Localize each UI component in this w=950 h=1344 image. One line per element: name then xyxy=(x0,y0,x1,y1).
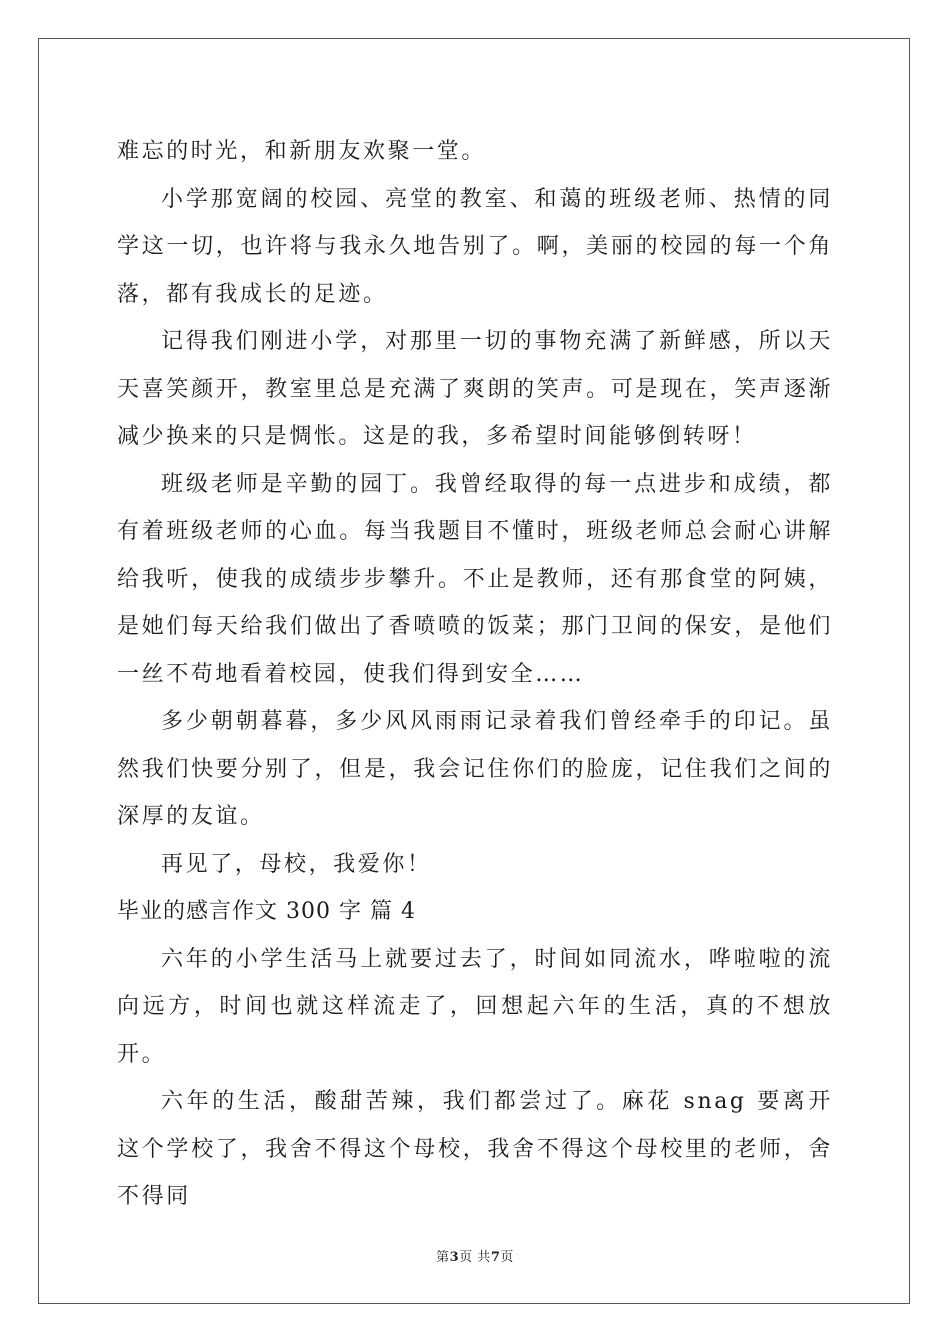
footer-current-page: 3 xyxy=(449,1250,460,1265)
document-body xyxy=(117,128,833,1221)
paragraph-1: 难忘的时光，和新朋友欢聚一堂。 xyxy=(117,139,487,164)
section-heading: 毕业的感言作文 300 字 篇 4 xyxy=(117,899,416,924)
paragraph-6: 再见了，母校，我爱你！ xyxy=(161,851,432,877)
footer-suffix: 页 xyxy=(500,1250,514,1265)
paragraph-8: 六年的生活，酸甜苦辣，我们都尝过了。麻花 snag 要离开这个学校了，我舍不得这个母校，我舍不得这个母校里的老师，舍不得同 xyxy=(117,1089,833,1209)
paragraph-3: 记得我们刚进小学，对那里一切的事物充满了新鲜感，所以天天喜笑颜开，教室里总是充满了爽朗的笑声。可是现在，笑声逐渐减少换来的只是惆怅。这是的我，多希望时间能够倒转呀！ xyxy=(117,329,833,449)
footer-total-pages: 7 xyxy=(490,1250,501,1265)
page-footer xyxy=(0,1246,950,1265)
paragraph-2: 小学那宽阔的校园、亮堂的教室、和蔼的班级老师、热情的同学这一切，也许将与我永久地告别了。啊，美丽的校园的每一个角落，都有我成长的足迹。 xyxy=(117,186,833,307)
paragraph-7: 六年的小学生活马上就要过去了，时间如同流水，哗啦啦的流向远方，时间也就这样流走了，回想起六年的生活，真的不想放开。 xyxy=(117,946,833,1067)
footer-middle: 页 共 xyxy=(459,1250,491,1265)
paragraph-5: 多少朝朝暮暮，多少风风雨雨记录着我们曾经牵手的印记。虽然我们快要分别了，但是，我会记住你们的脸庞，记住我们之间的深厚的友谊。 xyxy=(117,709,833,829)
paragraph-4: 班级老师是辛勤的园丁。我曾经取得的每一点进步和成绩，都有着班级老师的心血。每当我题目不懂时，班级老师总会耐心讲解给我听，使我的成绩步步攀升。不止是教师，还有那食堂的阿姨，是她们每天给我们做出了香喷喷的饭菜；那门卫间的保安，是他们一丝不苟地看着校园，使我们得到安全…… xyxy=(117,471,833,687)
footer-prefix: 第 xyxy=(436,1250,450,1265)
